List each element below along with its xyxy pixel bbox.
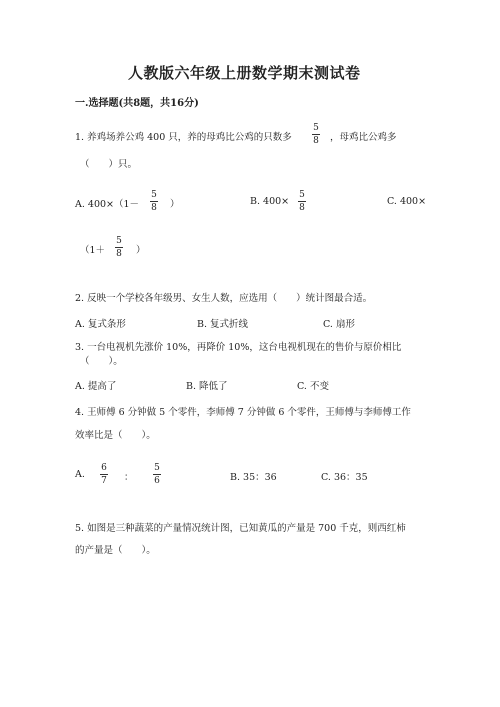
q1-option-c-continued: （1＋ (80, 245, 106, 256)
q4-option-a-colon: ： (124, 472, 134, 483)
q1-option-c-fraction (115, 236, 123, 259)
q2-text: 2. 反映一个学校各年级男、女生人数，应选用（ ）统计图最合适。 (75, 293, 373, 304)
q1-option-a: A. 400×（1－ (75, 199, 140, 210)
fraction-denominator: 7 (101, 476, 107, 486)
q3-line1: 3. 一台电视机先涨价 10%，再降价 10%，这台电视机现在的售价与原价相比 (75, 342, 402, 353)
q1-option-c-tail: ） (136, 245, 146, 256)
q4-option-a-fraction-1 (100, 463, 108, 486)
fraction-numerator: 5 (151, 190, 157, 200)
fraction-numerator: 5 (116, 236, 122, 246)
q1-line1-text: 1. 养鸡场养公鸡 400 只，养的母鸡比公鸡的只数多 (75, 132, 292, 143)
q4-option-a: A. (75, 469, 85, 480)
fraction-numerator: 5 (313, 123, 319, 133)
q1-fraction (312, 123, 320, 146)
q3-option-c: C. 不变 (297, 381, 329, 392)
fraction-bar (298, 201, 306, 202)
q4-line2: 效率比是（ ）。 (75, 430, 156, 441)
q2-option-a: A. 复式条形 (75, 319, 126, 330)
q3-option-a: A. 提高了 (75, 381, 117, 392)
fraction-denominator: 6 (154, 476, 160, 486)
q1-option-b: B. 400× (250, 196, 290, 207)
q2-option-c: C. 扇形 (323, 319, 355, 330)
page-title: 人教版六年级上册数学期末测试卷 (128, 64, 361, 82)
q1-option-c: C. 400× (387, 196, 427, 207)
q5-line1: 5. 如图是三种蔬菜的产量情况统计图，已知黄瓜的产量是 700 千克，则西红柿 (75, 523, 406, 534)
section-heading: 一.选择题(共8题，共16分) (75, 98, 199, 109)
q1-line1-tail: ，母鸡比公鸡多 (330, 132, 397, 143)
fraction-numerator: 6 (101, 463, 107, 473)
fraction-bar (100, 474, 108, 475)
fraction-bar (150, 201, 158, 202)
q4-option-b: B. 35：36 (230, 472, 277, 483)
fraction-bar (312, 134, 320, 135)
q4-line1: 4. 王师傅 6 分钟做 5 个零件，李师傅 7 分钟做 6 个零件，王师傅与李师傅工作 (75, 407, 411, 418)
fraction-denominator: 8 (116, 249, 122, 259)
q1-option-a-tail: ） (170, 199, 180, 210)
q1-option-b-fraction (298, 190, 306, 213)
fraction-numerator: 5 (299, 190, 305, 200)
fraction-denominator: 8 (151, 203, 157, 213)
fraction-denominator: 8 (299, 203, 305, 213)
q1-line2-text: （ ）只。 (80, 159, 138, 170)
fraction-numerator: 5 (154, 463, 160, 473)
q3-line2: （ ）。 (80, 356, 123, 367)
q1-option-a-fraction (150, 190, 158, 213)
fraction-denominator: 8 (313, 136, 319, 146)
q2-option-b: B. 复式折线 (197, 319, 249, 330)
q3-option-b: B. 降低了 (186, 381, 228, 392)
q4-option-a-fraction-2 (153, 463, 161, 486)
q4-option-c: C. 36：35 (321, 472, 368, 483)
fraction-bar (153, 474, 161, 475)
fraction-bar (115, 247, 123, 248)
q5-line2: 的产量是（ ）。 (75, 545, 156, 556)
